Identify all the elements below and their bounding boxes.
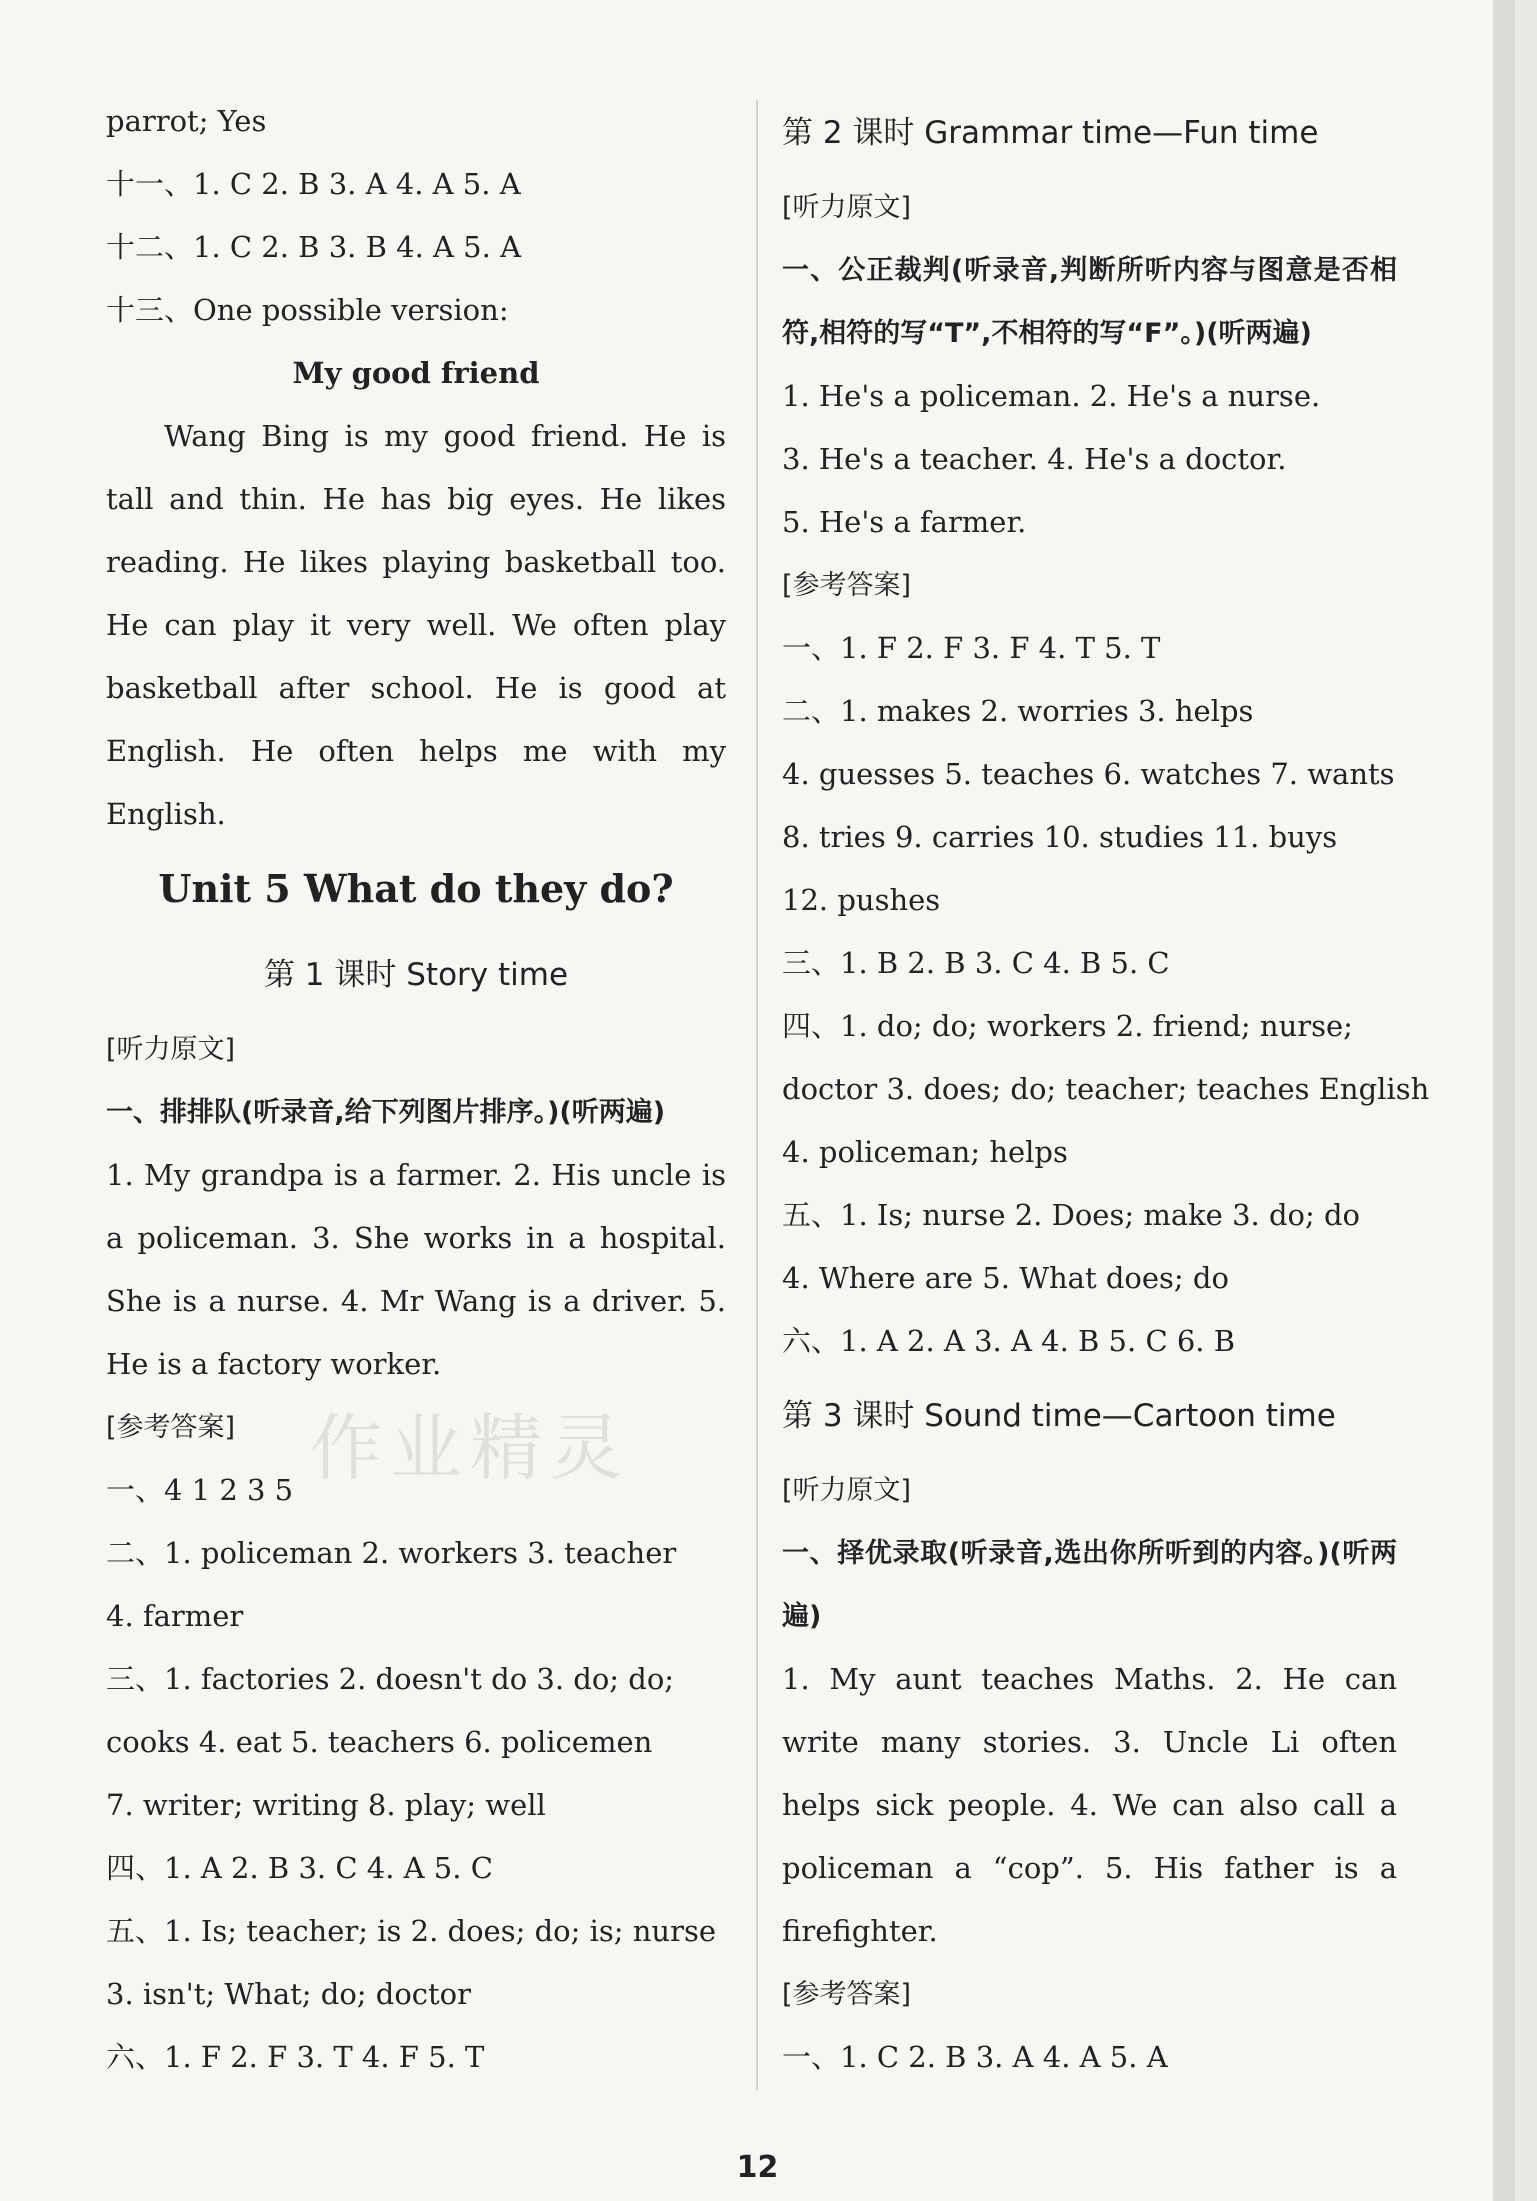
answer-line: 四、1. do; do; workers 2. friend; nurse; (782, 1009, 1353, 1043)
line: 十二、1. C 2. B 3. B 4. A 5. A (106, 230, 522, 264)
section-heading: [听力原文] (782, 1475, 912, 1506)
listening-line: 5. He's a farmer. (782, 505, 1027, 539)
listening-text: 1. My grandpa is a farmer. 2. His uncle is a policeman. 3. She works in a hospital. She is a nurse. 4. Mr Wang is a driver. 5. He is a factory worker. (106, 1158, 726, 1381)
answer-line: 一、1. F 2. F 3. F 4. T 5. T (782, 631, 1161, 665)
section-heading: 一、择优录取(听录音,选出你所听到的内容。)(听两遍) (782, 1538, 1397, 1632)
watermark: 作业精灵 (310, 1406, 631, 1490)
answer-line: 4. Where are 5. What does; do (782, 1261, 1229, 1295)
unit-title: Unit 5 What do they do? (158, 866, 674, 911)
listening-text: 1. My aunt teaches Maths. 2. He can write many stories. 3. Uncle Li often helps sick people. 4. We can also call a policeman a “cop”. 5. His father is a firefighter. (782, 1662, 1397, 1948)
section-heading: [参考答案] (782, 1979, 912, 2010)
page-edge (1493, 0, 1515, 2201)
answer-line: doctor 3. does; do; teacher; teaches English (782, 1072, 1430, 1106)
answer-line: cooks 4. eat 5. teachers 6. policemen (106, 1725, 653, 1759)
answer-line: 六、1. F 2. F 3. T 4. F 5. T (106, 2040, 485, 2074)
answer-line: 12. pushes (782, 883, 941, 917)
answer-line: 五、1. Is; teacher; is 2. does; do; is; nurse (106, 1914, 716, 1948)
answer-line: 4. policeman; helps (782, 1135, 1068, 1169)
answer-line: 7. writer; writing 8. play; well (106, 1788, 546, 1822)
listening-line: 3. He's a teacher. 4. He's a doctor. (782, 442, 1287, 476)
section-heading: [听力原文] (106, 1034, 236, 1065)
page-number: 12 (736, 2150, 779, 2185)
answer-line: 六、1. A 2. A 3. A 4. B 5. C 6. B (782, 1324, 1236, 1358)
column-divider (756, 100, 758, 2090)
line: parrot; Yes (106, 104, 267, 138)
right-column (782, 90, 1430, 2089)
answer-line: 二、1. policeman 2. workers 3. teacher (106, 1536, 677, 1570)
answer-line: 4. farmer (106, 1599, 244, 1633)
section-heading: [参考答案] (782, 570, 912, 601)
section-heading: 一、排排队(听录音,给下列图片排序。)(听两遍) (106, 1097, 666, 1128)
answer-line: 三、1. B 2. B 3. C 4. B 5. C (782, 946, 1170, 980)
answer-line: 8. tries 9. carries 10. studies 11. buys (782, 820, 1338, 854)
answer-line: 三、1. factories 2. doesn't do 3. do; do; (106, 1662, 675, 1696)
answer-line: 二、1. makes 2. worries 3. helps (782, 694, 1254, 728)
section-heading: [听力原文] (782, 192, 912, 223)
answer-line: 一、1. C 2. B 3. A 4. A 5. A (782, 2040, 1168, 2074)
answer-line: 五、1. Is; nurse 2. Does; make 3. do; do (782, 1198, 1360, 1232)
essay-body: Wang Bing is my good friend. He is tall and thin. He has big eyes. He likes reading. He likes playing basketball too. He can play it very well. We often play basketball after school. He is good at English. He often helps me with my English. (106, 419, 726, 831)
listening-line: 1. He's a policeman. 2. He's a nurse. (782, 379, 1321, 413)
answer-line: 4. guesses 5. teaches 6. watches 7. wants (782, 757, 1395, 791)
section-heading: 一、公正裁判(听录音,判断所听内容与图意是否相符,相符的写“T”,不相符的写“F”。)(听两遍) (782, 255, 1397, 349)
lesson-title: 第 3 课时 Sound time—Cartoon time (782, 1398, 1336, 1434)
essay-title: My good friend (292, 356, 540, 390)
lesson-title: 第 1 课时 Story time (263, 957, 569, 993)
answer-line: 3. isn't; What; do; doctor (106, 1977, 472, 2011)
line: 十三、One possible version: (106, 293, 509, 327)
answer-line: 四、1. A 2. B 3. C 4. A 5. C (106, 1851, 493, 1885)
lesson-title: 第 2 课时 Grammar time—Fun time (782, 115, 1319, 151)
answer-line: 一、4 1 2 3 5 (106, 1473, 294, 1507)
section-heading: [参考答案] (106, 1412, 236, 1443)
left-column (106, 90, 726, 2089)
line: 十一、1. C 2. B 3. A 4. A 5. A (106, 167, 521, 201)
